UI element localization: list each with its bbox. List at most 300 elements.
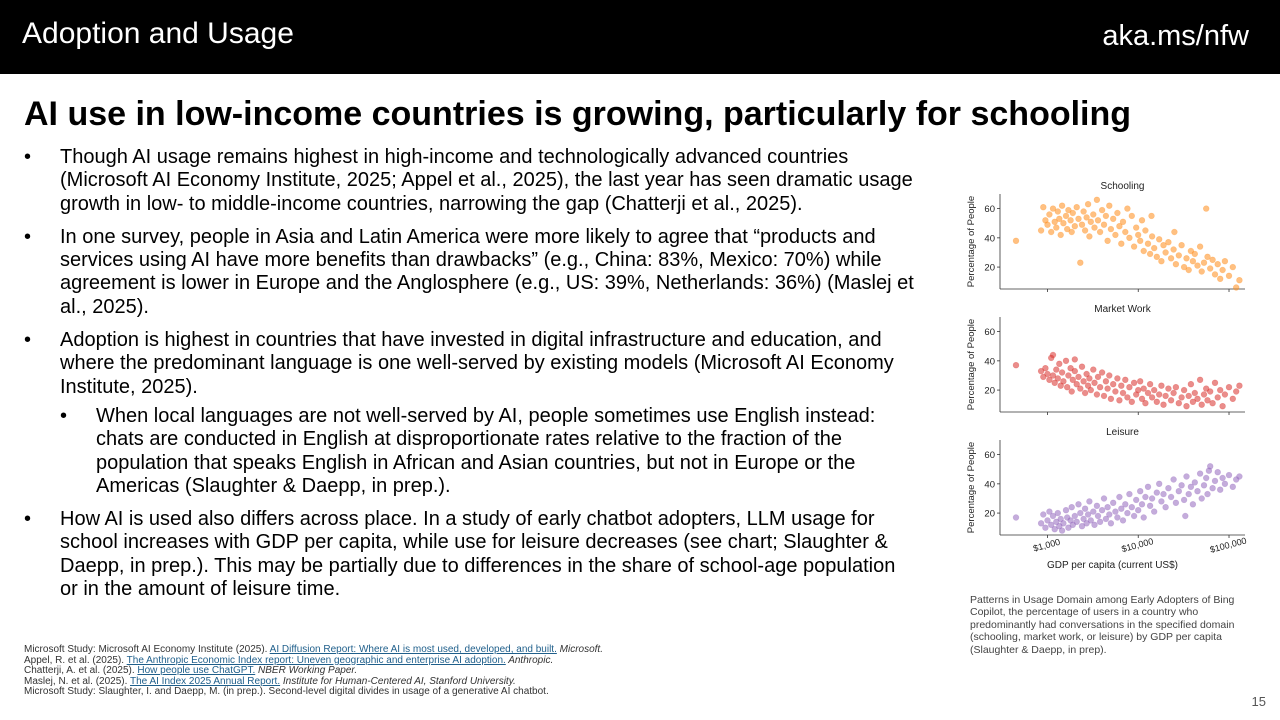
y-tick-label: 60 xyxy=(984,204,995,216)
references xyxy=(24,645,924,698)
data-point xyxy=(1077,386,1083,392)
data-point xyxy=(1131,380,1137,386)
data-point xyxy=(1055,510,1061,516)
data-point xyxy=(1171,247,1177,253)
data-point xyxy=(1147,503,1153,509)
data-point xyxy=(1181,387,1187,393)
data-point xyxy=(1220,475,1226,481)
data-point xyxy=(1135,232,1141,238)
y-tick-label: 40 xyxy=(984,479,995,491)
data-point xyxy=(1013,238,1019,244)
data-point xyxy=(1197,471,1203,477)
bullet-item xyxy=(24,329,914,399)
data-point xyxy=(1131,513,1137,519)
data-point xyxy=(1108,520,1114,526)
page-number: 15 xyxy=(1251,694,1266,709)
data-point xyxy=(1103,378,1109,384)
data-point xyxy=(1087,376,1093,382)
data-point xyxy=(1135,507,1141,513)
data-point xyxy=(1085,512,1091,518)
y-tick-label: 20 xyxy=(984,508,995,520)
data-point xyxy=(1074,204,1080,210)
data-point xyxy=(1186,491,1192,497)
data-point xyxy=(1131,244,1137,250)
data-point xyxy=(1117,397,1123,403)
data-point xyxy=(1043,525,1049,531)
data-point xyxy=(1076,374,1082,380)
data-point xyxy=(1127,235,1133,241)
data-point xyxy=(1173,384,1179,390)
data-point xyxy=(1095,217,1101,223)
data-point xyxy=(1094,392,1100,398)
data-point xyxy=(1141,386,1147,392)
data-point xyxy=(1090,212,1096,218)
data-point xyxy=(1038,520,1044,526)
data-point xyxy=(1055,209,1061,215)
data-point xyxy=(1222,392,1228,398)
y-tick-label: 20 xyxy=(984,385,995,397)
data-point xyxy=(1195,488,1201,494)
data-point xyxy=(1076,216,1082,222)
data-point xyxy=(1230,396,1236,402)
y-axis-label: Percentage of People xyxy=(966,195,977,288)
data-point xyxy=(1059,203,1065,209)
data-point xyxy=(1115,515,1121,521)
data-point xyxy=(1197,377,1203,383)
data-point xyxy=(1108,226,1114,232)
data-point xyxy=(1161,491,1167,497)
data-point xyxy=(1184,474,1190,480)
data-point xyxy=(1115,210,1121,216)
y-tick-label: 20 xyxy=(984,262,995,274)
data-point xyxy=(1179,482,1185,488)
data-point xyxy=(1118,383,1124,389)
data-point xyxy=(1082,506,1088,512)
data-point xyxy=(1217,487,1223,493)
data-point xyxy=(1099,507,1105,513)
data-point xyxy=(1079,222,1085,228)
data-point xyxy=(1105,238,1111,244)
data-point xyxy=(1215,395,1221,401)
header-bar xyxy=(0,0,1280,74)
y-tick-label: 60 xyxy=(984,327,995,339)
data-point xyxy=(1176,488,1182,494)
bullet-item xyxy=(24,508,914,601)
data-point xyxy=(1215,261,1221,267)
data-point xyxy=(1156,392,1162,398)
data-point xyxy=(1127,491,1133,497)
data-point xyxy=(1210,485,1216,491)
data-point xyxy=(1061,220,1067,226)
data-point xyxy=(1173,500,1179,506)
data-point xyxy=(1233,389,1239,395)
data-point xyxy=(1137,238,1143,244)
data-point xyxy=(1190,258,1196,264)
bullet-text: Adoption is highest in countries that have invested in digital infrastructure and education, and where the predominant language is one well-served by existing models (Microsoft AI Economy Institute, 2025). xyxy=(60,329,894,398)
data-point xyxy=(1233,285,1239,291)
data-point xyxy=(1159,383,1165,389)
x-tick-label: $10,000 xyxy=(1120,536,1155,555)
data-point xyxy=(1210,400,1216,406)
scatter-chart xyxy=(960,176,1250,586)
data-point xyxy=(1072,513,1078,519)
data-point xyxy=(1176,400,1182,406)
data-point xyxy=(1045,222,1051,228)
data-point xyxy=(1133,497,1139,503)
data-point xyxy=(1069,504,1075,510)
data-point xyxy=(1210,257,1216,263)
data-point xyxy=(1151,509,1157,515)
data-point xyxy=(1143,494,1149,500)
data-point xyxy=(1166,485,1172,491)
data-point xyxy=(1063,507,1069,513)
data-point xyxy=(1159,258,1165,264)
data-point xyxy=(1099,370,1105,376)
data-point xyxy=(1188,381,1194,387)
data-point xyxy=(1120,219,1126,225)
data-point xyxy=(1195,263,1201,269)
data-point xyxy=(1122,229,1128,235)
x-tick-label: $1,000 xyxy=(1032,536,1062,554)
data-point xyxy=(1129,504,1135,510)
data-point xyxy=(1220,403,1226,409)
bullet-dot: • xyxy=(24,508,32,531)
data-point xyxy=(1212,380,1218,386)
data-point xyxy=(1085,201,1091,207)
data-point xyxy=(1168,494,1174,500)
data-point xyxy=(1108,396,1114,402)
data-point xyxy=(1094,197,1100,203)
data-point xyxy=(1077,260,1083,266)
data-point xyxy=(1063,213,1069,219)
data-point xyxy=(1082,390,1088,396)
data-point xyxy=(1097,384,1103,390)
data-point xyxy=(1206,468,1212,474)
panel-title: Market Work xyxy=(1094,304,1151,315)
data-point xyxy=(1113,232,1119,238)
data-point xyxy=(1190,501,1196,507)
data-point xyxy=(1203,206,1209,212)
x-axis-label: GDP per capita (current US$) xyxy=(1047,560,1178,571)
data-point xyxy=(1115,376,1121,382)
data-point xyxy=(1079,364,1085,370)
data-point xyxy=(1081,209,1087,215)
data-point xyxy=(1137,488,1143,494)
data-point xyxy=(1069,389,1075,395)
data-point xyxy=(1118,241,1124,247)
reference-link[interactable]: The Anthropic Economic Index report: Uneven geographic and enterprise AI adoption. xyxy=(126,654,506,666)
bullet-dot: • xyxy=(60,404,68,427)
data-point xyxy=(1048,229,1054,235)
data-point xyxy=(1173,261,1179,267)
data-point xyxy=(1172,229,1178,235)
data-point xyxy=(1099,207,1105,213)
data-point xyxy=(1050,352,1056,358)
data-point xyxy=(1084,215,1090,221)
reference-line: Microsoft Study: Microsoft AI Economy Institute (2025). AI Diffusion Report: Where AI is most used, developed, and built. Microsoft. xyxy=(24,644,603,655)
data-point xyxy=(1101,222,1107,228)
data-point xyxy=(1105,504,1111,510)
bullet-text: Though AI usage remains highest in high-income and technologically advanced countries (Microsoft AI Economy Institute, 2025; Appel et al., 2025), the last year has seen dramatic usage growth in low- to middle-income countries, narrowing the gap (Chatterji et al., 2025). xyxy=(60,146,913,215)
data-point xyxy=(1061,520,1067,526)
y-tick-label: 40 xyxy=(984,356,995,368)
data-point xyxy=(1201,482,1207,488)
data-point xyxy=(1120,390,1126,396)
data-point xyxy=(1149,213,1155,219)
data-point xyxy=(1088,219,1094,225)
data-point xyxy=(1125,395,1131,401)
data-point xyxy=(1055,376,1061,382)
data-point xyxy=(1222,481,1228,487)
bullet-text: When local languages are not well-served by AI, people sometimes use English instead: chats are conducted in English at disproportionate rates relative to the fraction of the population that speaks English in African and Asian countries, but not in Europe or the Americas (Slaughter & Daepp, in prep.). xyxy=(96,404,876,497)
data-point xyxy=(1038,228,1044,234)
data-point xyxy=(1199,269,1205,275)
data-point xyxy=(1161,402,1167,408)
data-point xyxy=(1163,504,1169,510)
data-point xyxy=(1207,389,1213,395)
data-point xyxy=(1217,387,1223,393)
data-point xyxy=(1117,494,1123,500)
data-point xyxy=(1186,393,1192,399)
data-point xyxy=(1166,386,1172,392)
data-point xyxy=(1149,496,1155,502)
data-point xyxy=(1092,380,1098,386)
data-point xyxy=(1069,229,1075,235)
data-point xyxy=(1110,216,1116,222)
y-axis-label: Percentage of People xyxy=(966,318,977,411)
data-point xyxy=(1105,386,1111,392)
data-point xyxy=(1013,362,1019,368)
data-point xyxy=(1072,223,1078,229)
data-point xyxy=(1222,258,1228,264)
data-point xyxy=(1133,225,1139,231)
data-point xyxy=(1145,484,1151,490)
data-point xyxy=(1047,212,1053,218)
data-point xyxy=(1149,395,1155,401)
data-point xyxy=(1127,384,1133,390)
data-point xyxy=(1103,213,1109,219)
data-point xyxy=(1182,513,1188,519)
data-point xyxy=(1074,519,1080,525)
data-point xyxy=(1192,390,1198,396)
data-point xyxy=(1230,484,1236,490)
bullet-dot: • xyxy=(24,146,32,168)
data-point xyxy=(1143,228,1149,234)
bullet-text: How AI is used also differs across place. In a study of early chatbot adopters, LLM usage for school increases with GDP per capita, while use for leisure decreases (see chart; Slaughter & Daepp, in prep.). This may be partially due to differences in the share of school-age population or in the amount of leisure time. xyxy=(60,508,896,601)
data-point xyxy=(1113,509,1119,515)
data-point xyxy=(1168,397,1174,403)
data-point xyxy=(1149,234,1155,240)
data-point xyxy=(1053,225,1059,231)
data-point xyxy=(1184,403,1190,409)
data-point xyxy=(1092,225,1098,231)
data-point xyxy=(1168,255,1174,261)
data-point xyxy=(1156,481,1162,487)
data-point xyxy=(1064,384,1070,390)
y-axis-label: Percentage of People xyxy=(966,441,977,534)
data-point xyxy=(1045,371,1051,377)
data-point xyxy=(1013,515,1019,521)
bullet-list xyxy=(24,146,914,611)
reference-line: Chatterji, A. et al. (2025). How people use ChatGPT. NBER Working Paper. xyxy=(24,665,358,676)
data-point xyxy=(1110,500,1116,506)
data-point xyxy=(1081,378,1087,384)
data-point xyxy=(1040,204,1046,210)
data-point xyxy=(1141,248,1147,254)
data-point xyxy=(1237,383,1243,389)
bullet-item xyxy=(24,226,914,319)
data-point xyxy=(1106,373,1112,379)
data-point xyxy=(1199,402,1205,408)
data-point xyxy=(1120,518,1126,524)
data-point xyxy=(1053,367,1059,373)
reference-link[interactable]: The AI Index 2025 Annual Report. xyxy=(129,675,281,687)
data-point xyxy=(1159,499,1165,505)
reference-line: Microsoft Study: Slaughter, I. and Daepp, M. (in prep.). Second-level digital divides in usage of a generative AI chatbot. xyxy=(24,686,549,697)
data-point xyxy=(1143,400,1149,406)
data-point xyxy=(1090,367,1096,373)
data-point xyxy=(1063,358,1069,364)
reference-link[interactable]: How people use ChatGPT. xyxy=(137,665,256,676)
data-point xyxy=(1095,513,1101,519)
data-point xyxy=(1092,522,1098,528)
data-point xyxy=(1207,266,1213,272)
reference-line: Appel, R. et al. (2025). The Anthropic Economic Index report: Uneven geographic and enterprise AI adoption. Anthropic. xyxy=(24,654,554,666)
data-point xyxy=(1097,519,1103,525)
data-point xyxy=(1205,254,1211,260)
data-point xyxy=(1059,528,1065,534)
chart-caption: Patterns in Usage Domain among Early Adopters of Bing Copilot, the percentage of users in a country who predominantly had conversations in the specified domain (schooling, market work, or leisure) by GDP per capita (Slaughter & Daepp, in prep). xyxy=(970,594,1235,656)
data-point xyxy=(1179,395,1185,401)
data-point xyxy=(1056,361,1062,367)
data-point xyxy=(1226,472,1232,478)
data-point xyxy=(1125,206,1131,212)
data-point xyxy=(1070,210,1076,216)
section-title: Adoption and Usage xyxy=(22,17,294,50)
data-point xyxy=(1122,377,1128,383)
data-point xyxy=(1179,242,1185,248)
bullet-item xyxy=(24,146,914,216)
data-point xyxy=(1076,501,1082,507)
data-point xyxy=(1145,241,1151,247)
data-point xyxy=(1129,213,1135,219)
y-tick-label: 60 xyxy=(984,450,995,462)
sub-bullet-item xyxy=(24,405,914,498)
data-point xyxy=(1113,389,1119,395)
data-point xyxy=(1066,373,1072,379)
data-point xyxy=(1220,267,1226,273)
data-point xyxy=(1106,203,1112,209)
data-point xyxy=(1151,387,1157,393)
data-point xyxy=(1147,381,1153,387)
data-point xyxy=(1171,390,1177,396)
data-point xyxy=(1141,515,1147,521)
data-point xyxy=(1192,480,1198,486)
data-point xyxy=(1040,512,1046,518)
data-point xyxy=(1088,387,1094,393)
data-point xyxy=(1043,365,1049,371)
data-point xyxy=(1217,276,1223,282)
data-point xyxy=(1135,387,1141,393)
data-point xyxy=(1101,393,1107,399)
data-point xyxy=(1226,384,1232,390)
data-point xyxy=(1087,234,1093,240)
data-point xyxy=(1176,253,1182,259)
data-point xyxy=(1106,512,1112,518)
data-point xyxy=(1137,378,1143,384)
data-point xyxy=(1237,474,1243,480)
data-point xyxy=(1192,251,1198,257)
data-point xyxy=(1068,217,1074,223)
data-point xyxy=(1184,255,1190,261)
bullet-text: In one survey, people in Asia and Latin America were more likely to agree that “products and services using AI have more benefits than drawbacks” (e.g., China: 83%, Mexico: 70%) while agreement is lower in Europe and the Anglosphere (e.g., US: 39%, Netherlands: 36%) (Maslej et al., 2025). xyxy=(60,225,914,318)
data-point xyxy=(1163,250,1169,256)
data-point xyxy=(1226,273,1232,279)
data-point xyxy=(1156,236,1162,242)
data-point xyxy=(1139,501,1145,507)
data-point xyxy=(1094,503,1100,509)
bullet-dot: • xyxy=(24,225,32,248)
data-point xyxy=(1171,477,1177,483)
data-point xyxy=(1072,368,1078,374)
short-link[interactable]: aka.ms/nfw xyxy=(1102,20,1249,52)
data-point xyxy=(1101,496,1107,502)
panel-title: Schooling xyxy=(1100,181,1145,192)
bullet-dot: • xyxy=(24,329,32,352)
data-point xyxy=(1237,277,1243,283)
data-point xyxy=(1072,357,1078,363)
panel-title: Leisure xyxy=(1106,427,1139,438)
y-tick-label: 40 xyxy=(984,233,995,245)
data-point xyxy=(1181,497,1187,503)
data-point xyxy=(1154,254,1160,260)
data-point xyxy=(1125,510,1131,516)
data-point xyxy=(1058,232,1064,238)
reference-link[interactable]: AI Diffusion Report: Where AI is most used, developed, and built. xyxy=(269,644,557,655)
data-point xyxy=(1203,475,1209,481)
x-tick-label: $100,000 xyxy=(1208,535,1248,555)
data-point xyxy=(1212,272,1218,278)
data-point xyxy=(1197,244,1203,250)
data-point xyxy=(1163,393,1169,399)
slide-headline: AI use in low-income countries is growing, particularly for schooling xyxy=(24,95,1132,133)
data-point xyxy=(1129,399,1135,405)
data-point xyxy=(1090,509,1096,515)
data-point xyxy=(1059,370,1065,376)
data-point xyxy=(1230,264,1236,270)
data-point xyxy=(1201,392,1207,398)
data-point xyxy=(1154,399,1160,405)
data-point xyxy=(1212,478,1218,484)
data-point xyxy=(1061,378,1067,384)
data-point xyxy=(1215,469,1221,475)
data-point xyxy=(1166,239,1172,245)
data-point xyxy=(1154,490,1160,496)
reference-line: Maslej, N. et al. (2025). The AI Index 2025 Annual Report. Institute for Human-Centered AI, Stanford University. xyxy=(24,675,516,687)
data-point xyxy=(1201,260,1207,266)
data-point xyxy=(1139,217,1145,223)
data-point xyxy=(1186,267,1192,273)
data-point xyxy=(1147,251,1153,257)
data-point xyxy=(1151,245,1157,251)
data-point xyxy=(1087,499,1093,505)
data-point xyxy=(1199,496,1205,502)
data-point xyxy=(1195,396,1201,402)
data-point xyxy=(1110,381,1116,387)
data-point xyxy=(1205,491,1211,497)
data-point xyxy=(1077,510,1083,516)
data-point xyxy=(1082,228,1088,234)
